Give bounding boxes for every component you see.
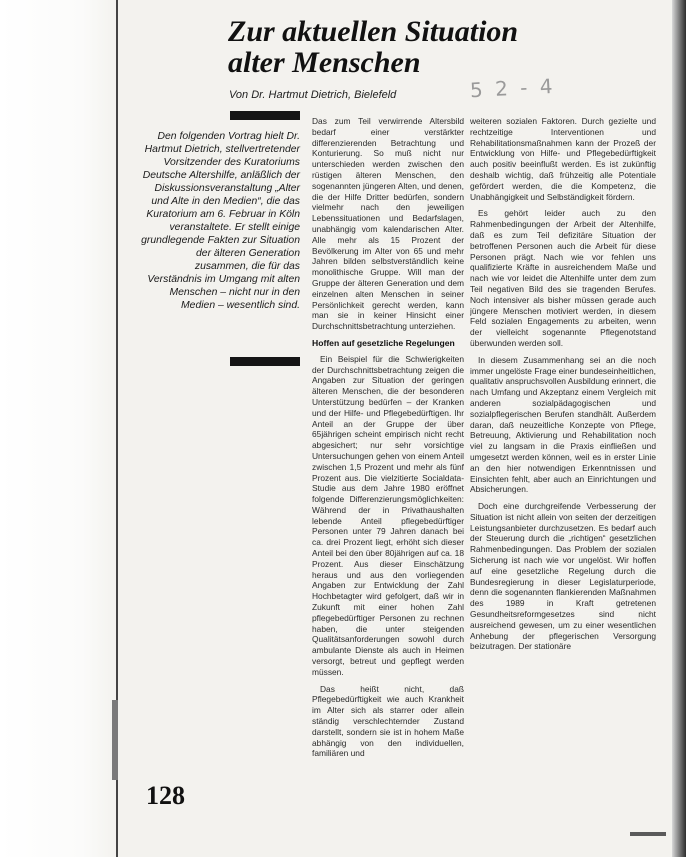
top-black-bar [230,111,300,120]
scan-mark [630,832,666,836]
paragraph: Es gehört leider auch zu den Rahmenbedingungen der Arbeit der Altenhilfe, daß es zum Teil defizitäre Situation der betroffenen Personen auch die Arbeit für diese Personen prägt. Nach wie vor fehlen uns qualifizierte Kräfte in ausreichendem Maße und nach wie vor leidet die Altenhilfe unter dem zum Teil negativen Bild des sie tragenden Berufes. Noch intensiver als bisher müssen gerade auch jüngere Menschen motiviert werden, in diesem Feld sozialen Engagements zu arbeiten, wenn der vielleicht sogenannte Pflegenotstand überwunden werden soll. [470,208,656,348]
bottom-black-bar [230,357,300,366]
title-line-2: alter Menschen [228,46,421,79]
intro-text: Den folgenden Vortrag hielt Dr. Hartmut Dietrich, stellvertretender Vorsitzender des Kuratoriums Deutsche Altershilfe, anläßlich der Diskussionsveranstaltung „Alter und Alte in den Medien“, die das Kuratorium am 6. Februar in Köln veranstaltete. Er stellt einige grundlegende Fakten zur Situation der älteren Generation zusammen, die für das Verständnis im Umgang mit alten Menschen – nicht nur in den Medien – wesentlich sind. [141,131,300,311]
paragraph: weiteren sozialen Faktoren. Durch gezielte und rechtzeitige Interventionen und Rehabilitationsmaßnahmen kann der Prozeß der Entwicklung von Hilfe- und Pflegebedürftigkeit auch positiv beeinflußt werden. Es ist zukünftig deshalb wichtig, daß frühzeitig alle Potentiale gefördert werden, die die Kompetenz, die Unabhängigkeit und Selbständigkeit fördern. [470,116,656,202]
binding-shadow [112,700,118,780]
paragraph: Das zum Teil verwirrende Altersbild bedarf einer verstärkter differenzierenden Betrachtung und Konturierung. So muß nicht nur unterschieden werden zwischen den rüstigen älteren Menschen, den sogenannten jüngeren Alten, und denen, die der Hilfe Dritter bedürfen, sondern vielmehr nach den jeweiligen Lebenssituationen und Bedarfslagen, unabhängig vom kalendarischen Alter. Alle mehr als 15 Prozent der Bevölkerung im Alter von 65 und mehr Jahren bilden selbstverständlich keine monolithische Gruppe. Will man der Gruppe der älteren Generation und dem einzelnen alten Menschen in seiner Persönlichkeit gerecht werden, kann man sie in keiner Hinsicht einer Durchschnittsbetrachtung unterziehen. [312,116,464,332]
title-line-1: Zur aktuellen Situation [228,15,519,48]
paragraph: Ein Beispiel für die Schwierigkeiten der Durchschnittsbetrachtung zeigen die Angaben zur Situation der geringen älteren Menschen, die der besonderen Unterstützung bedürfen – der Kranken und der Hilfe- und Pflegebedürftigen. Ihr Anteil an der Gruppe der über 65jährigen scheint empirisch nicht recht abgesichert; nur sehr vorsichtige Untersuchungen gehen von einem Anteil zwischen 1,5 Prozent und mehr als fünf Prozent aus. Die vielzitierte Socialdata-Studie aus dem Jahre 1980 eröffnet folgende Differenzierungsmöglichkeiten: Während der in Privathaushalten lebende Anteil pflegebedürftiger Personen unter 79 Jahren danach bei ca. drei Prozent liegt, erhöht sich dieser Anteil bei den über 80jährigen auf ca. 18 Prozent. Aus dieser Einschätzung heraus und aus den vorliegenden Angaben zur Entwicklung der Zahl Hochbetagter wird gefolgert, daß wir in Zukunft mit einer hohen Zahl pflegebedürftiger Personen zu rechnen haben, die unter steigenden Qualitätsanforderungen sowohl durch ambulante Dienste als auch in Heimen versorgt, betreut und gepflegt werden müssen. [312,353,464,677]
text-column-2 [312,116,464,816]
paragraph: Das heißt nicht, daß Pflegebedürftigkeit wie auch Krankheit im Alter sich als starrer oder allein ständig verschlechternder Zustand darstellt, sondern sie ist in hohem Maße abhängig von den individuellen, familiären und [312,683,464,759]
text-column-3 [470,116,656,832]
article-title [228,16,628,78]
author-byline: Von Dr. Hartmut Dietrich, Bielefeld [229,89,397,101]
paragraph: Doch eine durchgreifende Verbesserung der Situation ist nicht allein von seiten der derzeitigen Leistungsanbieter durchzusetzen. Es bedarf auch der Steuerung durch die „richtigen“ gesetzlichen Rahmenbedingungen. Das Problem der sozialen Sicherung ist nach wie vor ungelöst. Wir hoffen auf eine gesetzliche Regelung durch die Bundesregierung in dieser Legislaturperiode, denn die sogenannten flankierenden Maßnahmen des 1989 in Kraft getretenen Gesundheitsreformgesetzes sind nicht ausreichend gewesen, um zu einer wesentlichen Anhebung der pflegerischen Versorgung beizutragen. Der stationäre [470,501,656,652]
page-number: 128 [146,781,185,810]
scan-left-margin [0,0,118,857]
section-heading: Hoffen auf gesetzliche Regelungen [312,337,455,348]
handwritten-note: 5 2 - 4 [469,73,557,103]
scan-right-shadow [672,0,686,857]
paragraph: In diesem Zusammenhang sei an die noch immer ungelöste Frage einer bundeseinheitlichen, qualitativ anspruchsvollen Ausbildung erinnert, die nach Umfang und Akzeptanz einem Vergleich mit anderen sozialpädagogischen und sozialpflegerischen Berufen standhält. Außerdem daran, daß neuzeitliche Konzepte von Pflege, Betreuung, Aktivierung und Rehabilitation noch viel zu langsam in die Praxis einfließen und umgesetzt werden können, weil es in erster Linie an den hier notwendigen Erkenntnissen und Einsichten fehlt, aber auch an Einrichtungen und Absicherungen. [470,354,656,495]
